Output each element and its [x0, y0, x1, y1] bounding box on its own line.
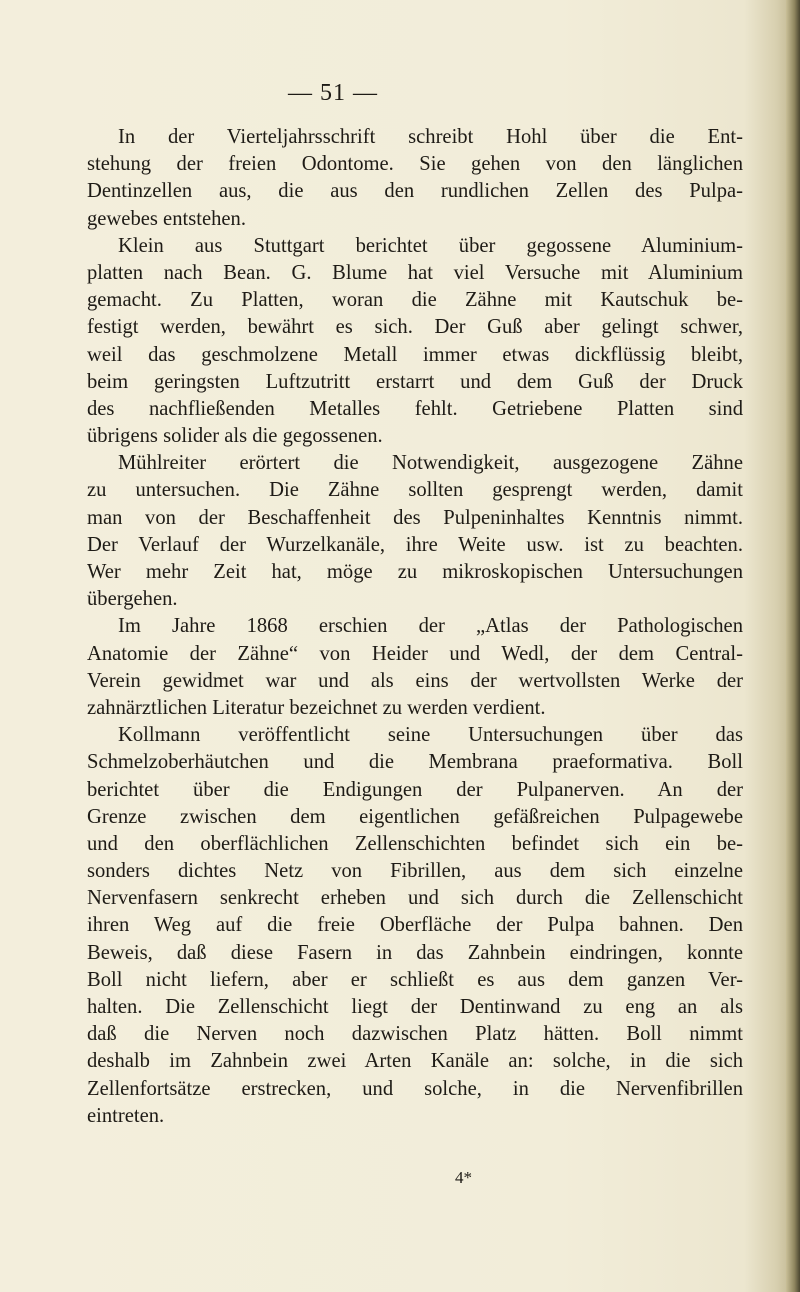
text-line: Nervenfasern senkrecht erheben und sich durch die Zellenschicht — [87, 887, 743, 910]
text-line: zu untersuchen. Die Zähne sollten gesprengt werden, damit — [87, 479, 743, 502]
text-line: Grenze zwischen dem eigentlichen gefäßreichen Pulpagewebe — [87, 805, 743, 828]
text-line: Boll nicht liefern, aber er schließt es aus dem ganzen Ver- — [87, 968, 743, 991]
text-line: Schmelzoberhäutchen und die Membrana praeformativa. Boll — [87, 751, 743, 774]
text-line: platten nach Bean. G. Blume hat viel Versuche mit Aluminium — [87, 261, 743, 284]
text-line: Dentinzellen aus, die aus den rundlichen Zellen des Pulpa- — [87, 180, 743, 203]
text-line: Im Jahre 1868 erschien der „Atlas der Pathologischen — [118, 615, 743, 638]
paragraph-muehlreiter — [87, 450, 743, 613]
text-line: ihren Weg auf die freie Oberfläche der Pulpa bahnen. Den — [87, 914, 743, 937]
text-line: und den oberflächlichen Zellenschichten befindet sich ein be- — [87, 832, 743, 855]
book-spine-shadow — [786, 0, 800, 1292]
text-line: Wer mehr Zeit hat, möge zu mikroskopischen Untersuchungen — [87, 561, 743, 583]
text-line: eintreten. — [87, 1104, 165, 1127]
text-line: gemacht. Zu Platten, woran die Zähne mit Kautschuk be- — [87, 289, 743, 312]
text-line: übergehen. — [87, 588, 178, 611]
text-line: gewebes entstehen. — [87, 207, 246, 230]
page-number: — 51 — — [288, 80, 378, 106]
text-line: Beweis, daß diese Fasern in das Zahnbein eindringen, konnte — [87, 941, 743, 964]
paragraph-atlas — [87, 613, 743, 722]
text-line: man von der Beschaffenheit des Pulpeninhaltes Kenntnis nimmt. — [87, 506, 743, 529]
paragraph-klein — [87, 233, 743, 451]
text-line: halten. Die Zellenschicht liegt der Dentinwand zu eng an als — [87, 996, 743, 1018]
text-line: übrigens solider als die gegossenen. — [87, 425, 383, 448]
paragraph-kollmann — [87, 722, 743, 1130]
text-line: sonders dichtes Netz von Fibrillen, aus dem sich einzelne — [87, 860, 743, 883]
paragraph-hohl — [87, 124, 743, 233]
text-line: deshalb im Zahnbein zwei Arten Kanäle an: solche, in die sich — [87, 1050, 743, 1073]
text-line: weil das geschmolzene Metall immer etwas dickflüssig bleibt, — [87, 343, 743, 366]
text-line: In der Vierteljahrsschrift schreibt Hohl über die Ent- — [118, 126, 743, 148]
text-line: beim geringsten Luftzutritt erstarrt und dem Guß der Druck — [87, 370, 743, 393]
printer-signature-mark: 4* — [455, 1168, 472, 1187]
text-line: Klein aus Stuttgart berichtet über gegossene Aluminium- — [118, 234, 743, 257]
text-line: berichtet über die Endigungen der Pulpanerven. An der — [87, 778, 743, 801]
text-line: stehung der freien Odontome. Sie gehen von den länglichen — [87, 153, 743, 176]
text-line: Kollmann veröffentlicht seine Untersuchungen über das — [118, 724, 743, 747]
text-line: Der Verlauf der Wurzelkanäle, ihre Weite usw. ist zu beachten. — [87, 533, 743, 556]
body-text — [87, 124, 743, 1130]
text-line: Verein gewidmet war und als eins der wertvollsten Werke der — [87, 669, 743, 692]
text-line: Anatomie der Zähne“ von Heider und Wedl, der dem Central- — [87, 642, 743, 665]
text-line: festigt werden, bewährt es sich. Der Guß aber gelingt schwer, — [87, 316, 743, 339]
text-line: daß die Nerven noch dazwischen Platz hätten. Boll nimmt — [87, 1023, 743, 1046]
text-line: des nachfließenden Metalles fehlt. Getriebene Platten sind — [87, 397, 743, 420]
text-line: Zellenfortsätze erstrecken, und solche, in die Nervenfibrillen — [87, 1077, 743, 1100]
text-line: Mühlreiter erörtert die Notwendigkeit, ausgezogene Zähne — [118, 452, 743, 475]
text-line: zahnärztlichen Literatur bezeichnet zu werden verdient. — [87, 696, 546, 719]
